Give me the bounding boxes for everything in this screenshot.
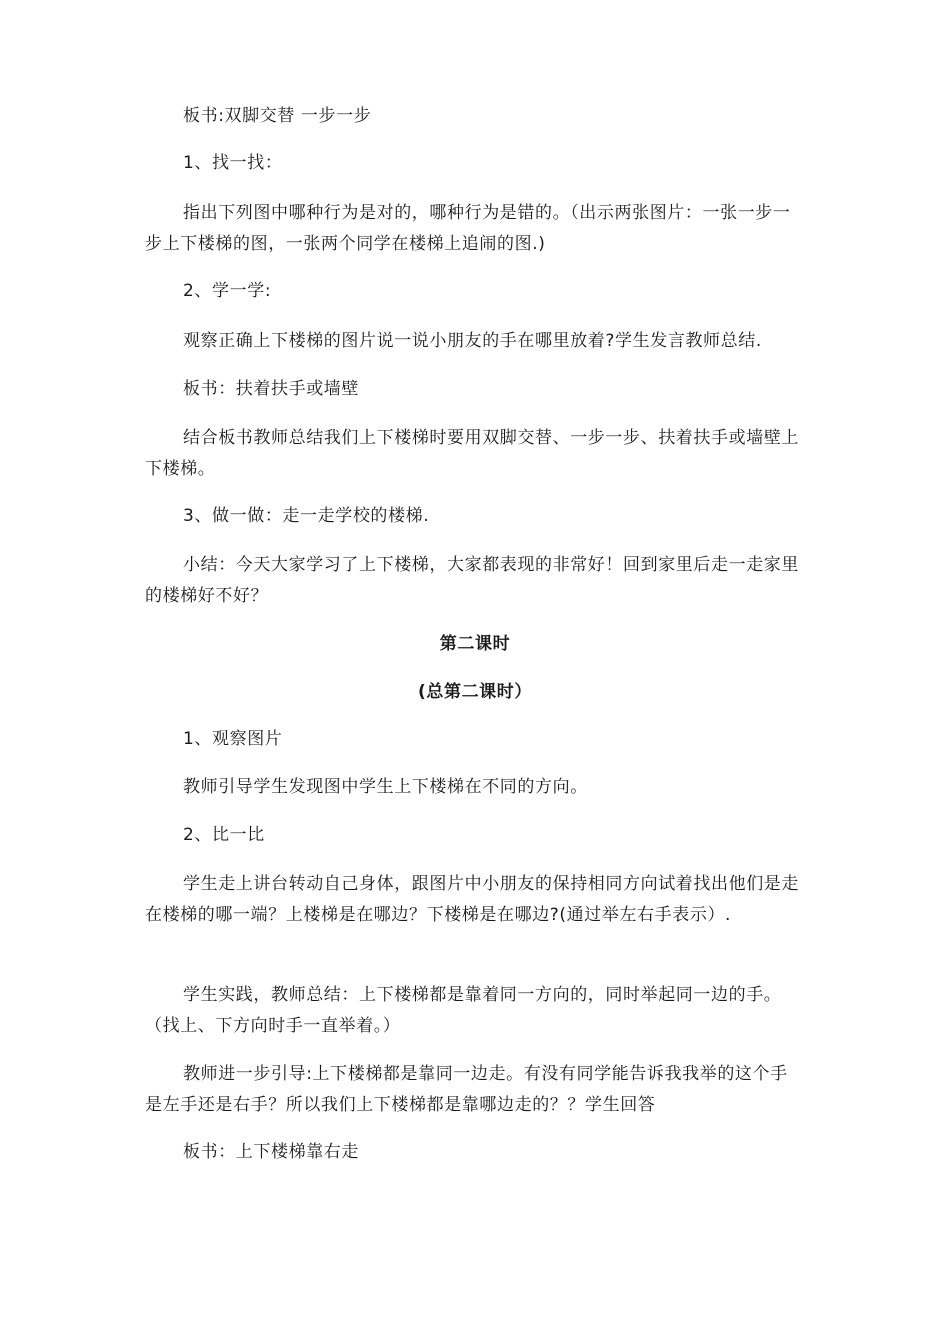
paragraph-board-note-2: 板书：扶着扶手或墙壁 (183, 379, 359, 399)
paragraph-teacher-summary: 结合板书教师总结我们上下楼梯时要用双脚交替、一步一步、扶着扶手或墙壁上下楼梯。 (145, 428, 799, 479)
paragraph-practice-summary: 学生实践，教师总结：上下楼梯都是靠着同一方向的，同时举起同一边的手。（找上、下方向时手一直举着。） (145, 985, 782, 1036)
paragraph-board-note-3: 板书：上下楼梯靠右走 (183, 1142, 359, 1162)
section-title: 第二课时 (439, 634, 511, 654)
section-subtitle: (总第二课时） (418, 682, 532, 702)
paragraph-find-instructions: 指出下列图中哪种行为是对的，哪种行为是错的。（出示两张图片：一张一步一步上下楼梯的图，一张两个同学在楼梯上追闹的图.) (145, 203, 791, 254)
paragraph-further-guidance: 教师进一步引导:上下楼梯都是靠同一边走。有没有同学能告诉我我举的这个手是左手还是右手？所以我们上下楼梯都是靠哪边走的？？学生回答 (145, 1064, 788, 1115)
paragraph-board-note-1: 板书:双脚交替 一步一步 (183, 106, 372, 126)
paragraph-step-observe: 1、观察图片 (183, 729, 283, 749)
paragraph-compare-instructions: 学生走上讲台转动自己身体，跟图片中小朋友的保持相同方向试着找出他们是走在楼梯的哪一端？上楼梯是在哪边？下楼梯是在哪边?(通过举左右手表示）. (145, 874, 799, 925)
paragraph-step-do: 3、做一做：走一走学校的楼梯. (183, 506, 430, 526)
paragraph-observe-instructions: 教师引导学生发现图中学生上下楼梯在不同的方向。 (183, 777, 588, 797)
paragraph-learn-instructions: 观察正确上下楼梯的图片说一说小朋友的手在哪里放着?学生发言教师总结. (183, 331, 762, 351)
paragraph-step-learn: 2、学一学: (183, 281, 272, 301)
paragraph-step-find: 1、找一找： (183, 153, 283, 173)
paragraph-step-compare: 2、比一比 (183, 825, 265, 845)
paragraph-conclusion: 小结：今天大家学习了上下楼梯，大家都表现的非常好！回到家里后走一走家里的楼梯好不好？ (145, 555, 799, 606)
